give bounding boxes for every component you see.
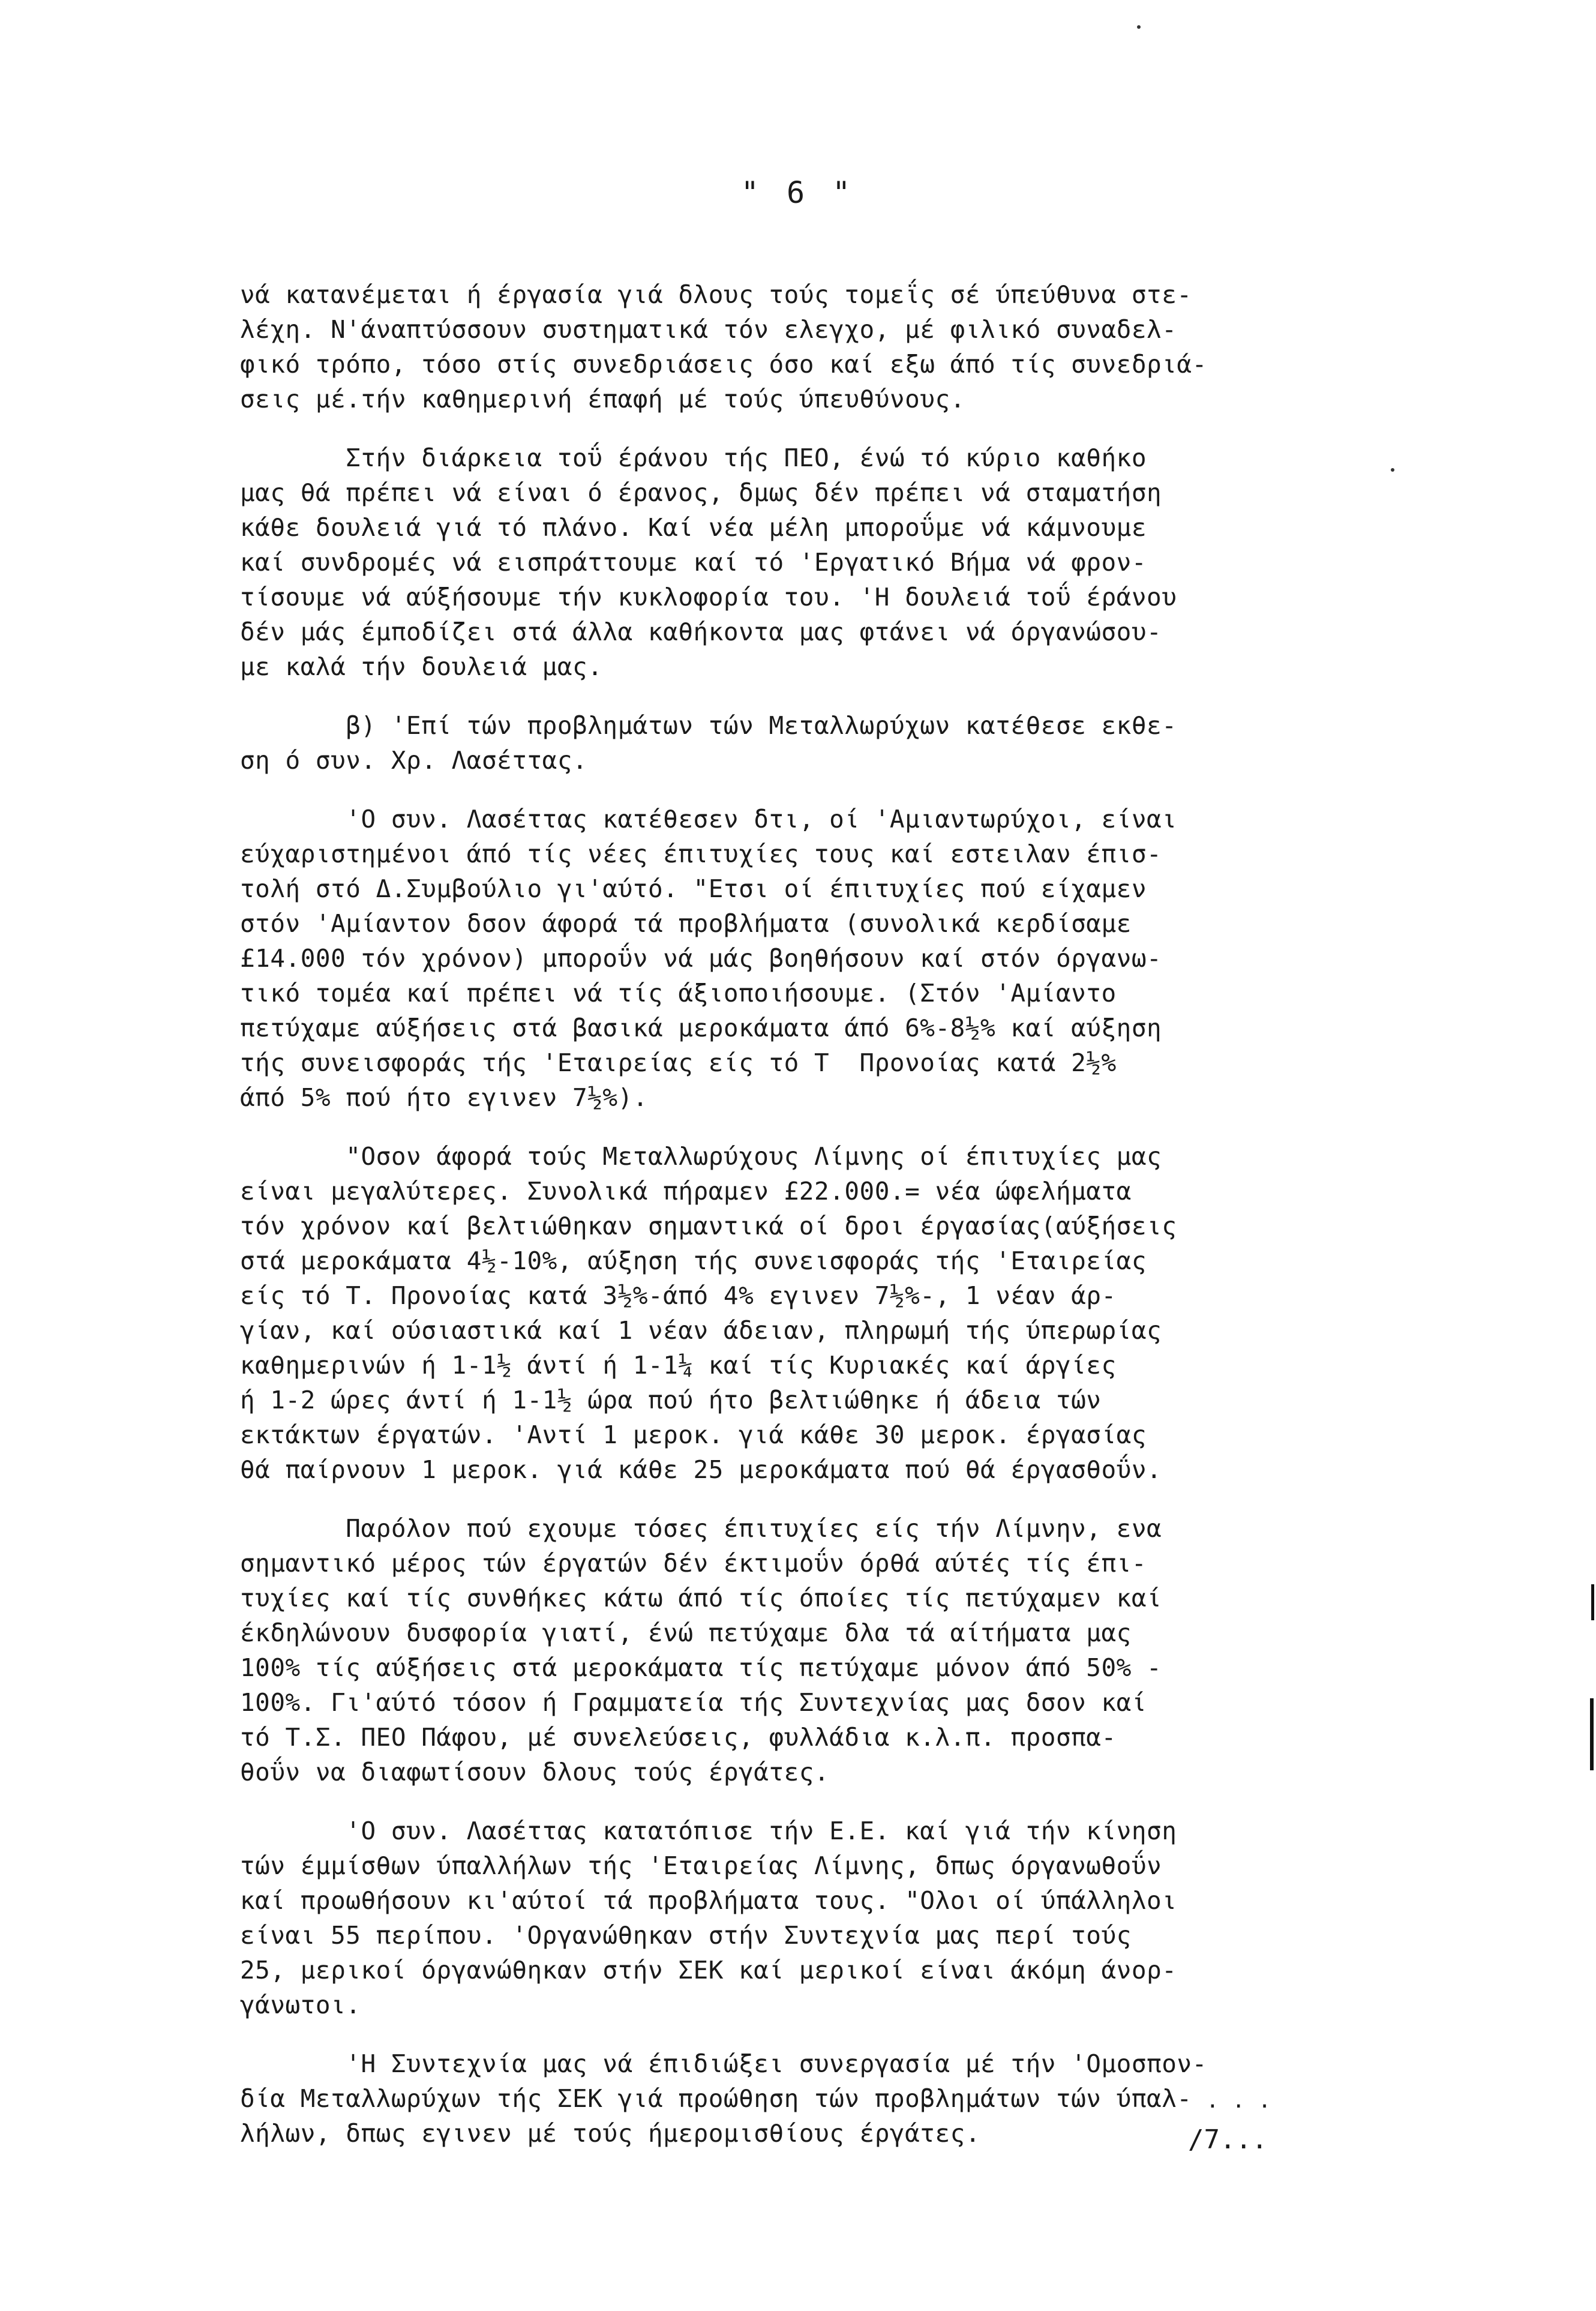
text-line: τικό τομέα καί πρέπει νά τίς άξιοποιήσουμε. (Στόν 'Αμίαντο bbox=[240, 979, 1117, 1008]
margin-scan-mark bbox=[1591, 1584, 1594, 1620]
text-line: στά μεροκάματα 4½-10%, αύξηση τής συνεισφοράς τής 'Εταιρείας bbox=[240, 1246, 1147, 1275]
text-line: θοΰν να διαφωτίσουν δλους τούς έργάτες. bbox=[240, 1758, 830, 1787]
text-line: τής συνεισφοράς τής 'Εταιρείας είς τό Τ Προνοίας κατά 2½% bbox=[240, 1048, 1117, 1077]
text-line: 'Η Συντεχνία μας νά έπιδιώξει συνεργασία μέ τήν 'Ομοσπον- bbox=[240, 2049, 1207, 2078]
text-line: νά κατανέμεται ή έργασία γιά δλους τούς τομεΐς σέ ύπεύθυνα στε- bbox=[240, 280, 1192, 309]
text-line: τολή στό Δ.Συμβούλιο γι'αύτό. "Ετσι οί έπιτυχίες πού είχαμεν bbox=[240, 874, 1147, 903]
text-line: Παρόλον πού εχουμε τόσες έπιτυχίες είς τήν Λίμνην, ενα bbox=[240, 1514, 1162, 1543]
text-line: καί προωθήσουν κι'αύτοί τά προβλήματα τους. "Ολοι οί ύπάλληλοι bbox=[240, 1886, 1177, 1915]
text-line: τίσουμε νά αύξήσουμε τήν κυκλοφορία του. 'Η δουλειά τοΰ έράνου bbox=[240, 583, 1177, 612]
page-number: " 6 " bbox=[740, 175, 856, 210]
text-line: πετύχαμε αύξήσεις στά βασικά μεροκάματα άπό 6%-8½% καί αύξηση bbox=[240, 1014, 1162, 1042]
text-line: β) 'Επί τών προβλημάτων τών Μεταλλωρύχων κατέθεσε εκθε- bbox=[240, 711, 1177, 740]
text-line: λέχη. Ν'άναπτύσσουν συστηματικά τόν ελεγχο, μέ φιλικό συναδελ- bbox=[240, 315, 1177, 344]
text-line: είς τό Τ. Προνοίας κατά 3½%-άπό 4% εγινεν 7½%-, 1 νέαν άρ- bbox=[240, 1281, 1117, 1310]
text-line: τών έμμίσθων ύπαλλήλων τής 'Εταιρείας Λίμνης, δπως όργανωθοΰν bbox=[240, 1851, 1162, 1880]
text-line: "Οσον άφορά τούς Μεταλλωρύχους Λίμνης οί έπιτυχίες μας bbox=[240, 1142, 1162, 1171]
text-line: καί συνδρομές νά εισπράττουμε καί τό 'Εργατικό Βήμα νά φρον- bbox=[240, 548, 1147, 577]
text-line: 100%. Γι'αύτό τόσον ή Γραμματεία τής Συντεχνίας μας δσον καί bbox=[240, 1688, 1147, 1717]
margin-scan-mark bbox=[1590, 1698, 1594, 1770]
text-line: τό Τ.Σ. ΠΕΟ Πάφου, μέ συνελεύσεις, φυλλάδια κ.λ.π. προσπα- bbox=[240, 1723, 1117, 1752]
text-line: έκδηλώνουν δυσφορία γιατί, ένώ πετύχαμε δλα τά αίτήματα μας bbox=[240, 1618, 1132, 1647]
text-line: γίαν, καί ούσιαστικά καί 1 νέαν άδειαν, πληρωμή τής ύπερωρίας bbox=[240, 1316, 1162, 1345]
text-line: φικό τρόπο, τόσο στίς συνεδριάσεις όσο καί εξω άπό τίς συνεδριά- bbox=[240, 350, 1207, 379]
text-line: 'Ο συν. Λασέττας κατέθεσεν δτι, οί 'Αμιαντωρύχοι, είναι bbox=[240, 805, 1177, 834]
text-line: καθημερινών ή 1-1½ άντί ή 1-1¼ καί τίς Κυριακές καί άργίες bbox=[240, 1351, 1117, 1380]
text-line: εύχαριστημένοι άπό τίς νέες έπιτυχίες τους καί εστειλαν έπισ- bbox=[240, 840, 1162, 868]
text-line: τόν χρόνον καί βελτιώθηκαν σημαντικά οί δροι έργασίας(αύξήσεις bbox=[240, 1212, 1177, 1240]
continuation-dots: . . . bbox=[1206, 2088, 1271, 2113]
text-line: σεις μέ.τήν καθημερινή έπαφή μέ τούς ύπευθύνους. bbox=[240, 385, 965, 413]
text-line: λήλων, δπως εγινεν μέ τούς ήμερομισθίους έργάτες. bbox=[240, 2119, 981, 2148]
text-line: τυχίες καί τίς συνθήκες κάτω άπό τίς όποίες τίς πετύχαμεν καί bbox=[240, 1584, 1162, 1612]
text-line: γάνωτοι. bbox=[240, 1991, 361, 2019]
text-line: σημαντικό μέρος τών έργατών δέν έκτιμοΰν όρθά αύτές τίς έπι- bbox=[240, 1549, 1147, 1578]
text-line: με καλά τήν δουλειά μας. bbox=[240, 652, 603, 681]
text-line: είναι μεγαλύτερες. Συνολικά πήραμεν £22.000.= νέα ώφελήματα bbox=[240, 1177, 1132, 1206]
text-line: κάθε δουλειά γιά τό πλάνο. Καί νέα μέλη μποροΰμε νά κάμνουμε bbox=[240, 513, 1147, 542]
text-line: μας θά πρέπει νά είναι ό έρανος, δμως δέν πρέπει νά σταματήση bbox=[240, 478, 1162, 507]
text-line: 100% τίς αύξήσεις στά μεροκάματα τίς πετύχαμε μόνον άπό 50% - bbox=[240, 1653, 1162, 1682]
text-line: ση ό συν. Χρ. Λασέττας. bbox=[240, 746, 588, 775]
text-line: δέν μάς έμποδίζει στά άλλα καθήκοντα μας φτάνει νά όργανώσου- bbox=[240, 618, 1162, 646]
text-line: θά παίρνουν 1 μεροκ. γιά κάθε 25 μεροκάματα πού θά έργασθοΰν. bbox=[240, 1455, 1162, 1484]
text-line: 25, μερικοί όργανώθηκαν στήν ΣΕΚ καί μερικοί είναι άκόμη άνορ- bbox=[240, 1956, 1177, 1985]
text-line: 'Ο συν. Λασέττας κατατόπισε τήν Ε.Ε. καί γιά τήν κίνηση bbox=[240, 1817, 1177, 1845]
text-line: στόν 'Αμίαντον δσον άφορά τά προβλήματα (συνολικά κερδίσαμε bbox=[240, 909, 1132, 938]
continuation-marker: /7... bbox=[1188, 2124, 1268, 2155]
scan-speck bbox=[1137, 25, 1141, 29]
scan-speck bbox=[1391, 468, 1394, 472]
text-line: είναι 55 περίπου. 'Οργανώθηκαν στήν Συντεχνία μας περί τούς bbox=[240, 1921, 1132, 1950]
text-line: £14.000 τόν χρόνον) μποροΰν νά μάς βοηθήσουν καί στόν όργανω- bbox=[240, 944, 1162, 973]
text-line: άπό 5% πού ήτο εγινεν 7½%). bbox=[240, 1083, 648, 1112]
text-line: ή 1-2 ώρες άντί ή 1-1½ ώρα πού ήτο βελτιώθηκε ή άδεια τών bbox=[240, 1386, 1102, 1414]
text-line: Στήν διάρκεια τοΰ έράνου τής ΠΕΟ, ένώ τό κύριο καθήκο bbox=[240, 443, 1147, 472]
text-line: εκτάκτων έργατών. 'Αντί 1 μεροκ. γιά κάθε 30 μεροκ. έργασίας bbox=[240, 1420, 1147, 1449]
text-line: δία Μεταλλωρύχων τής ΣΕΚ γιά προώθηση τών προβλημάτων τών ύπαλ- bbox=[240, 2084, 1192, 2113]
